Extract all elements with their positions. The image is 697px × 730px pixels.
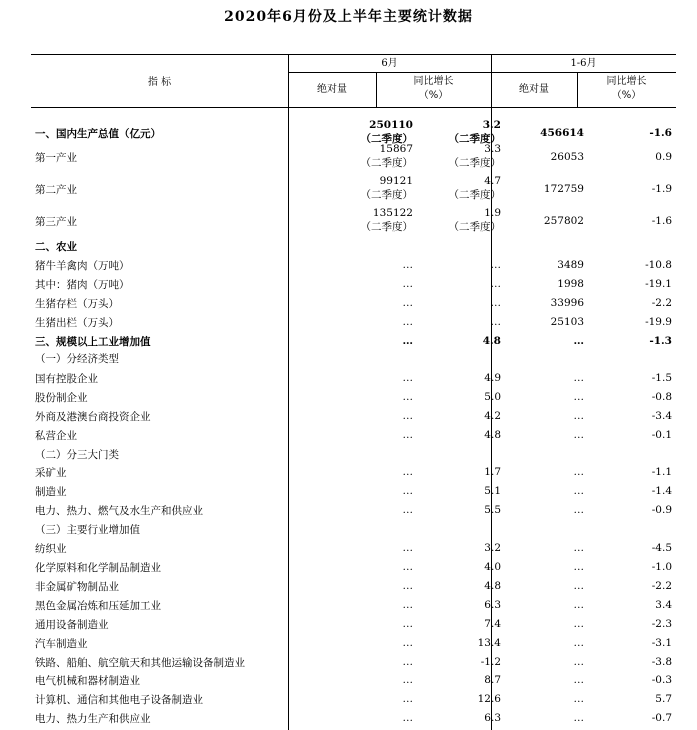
cell-value: 4.2 <box>484 410 501 422</box>
cell-value: 4.7 <box>484 175 501 187</box>
cell-value: 8.7 <box>484 674 501 686</box>
cell-c3 <box>574 617 585 631</box>
cell-value: … <box>402 297 413 309</box>
cell-value: 250110 <box>369 119 413 131</box>
cell-c3 <box>551 296 584 310</box>
cell-c4 <box>652 655 672 669</box>
cell-value: … <box>490 316 501 328</box>
cell-value: … <box>402 674 413 686</box>
cell-value: … <box>573 580 584 592</box>
row-label: 国有控股企业 <box>35 373 98 385</box>
row-label: （三）主要行业增加值 <box>35 524 140 536</box>
header-june-yoy: 同比增长 （%） <box>413 76 454 101</box>
cell-value: 6.3 <box>484 712 501 724</box>
cell-c2 <box>449 206 502 234</box>
cell-c4 <box>649 334 672 348</box>
cell-value: 33996 <box>550 297 584 309</box>
cell-c2 <box>478 692 501 706</box>
cell-c4 <box>645 277 672 291</box>
row-label: 铁路、船舶、航空航天和其他运输设备制造业 <box>35 657 245 669</box>
cell-value: 135122 <box>372 207 413 219</box>
cell-value: … <box>573 599 584 611</box>
cell-c1 <box>403 503 414 517</box>
cell-c4 <box>652 673 672 687</box>
cell-c3 <box>544 182 584 196</box>
cell-value: … <box>402 429 413 441</box>
cell-value: -10.8 <box>645 259 672 271</box>
cell-value: -1.2 <box>480 656 501 668</box>
cell-note: （二季度） <box>448 221 501 233</box>
cell-c4 <box>652 182 672 196</box>
cell-value: … <box>573 561 584 573</box>
cell-c1 <box>361 206 414 234</box>
cell-c3 <box>551 150 584 164</box>
cell-c2 <box>484 579 501 593</box>
cell-c2 <box>449 174 502 202</box>
header-h1-abs: 绝对量 <box>519 84 549 95</box>
cell-value: -1.6 <box>651 215 672 227</box>
cell-c3 <box>574 711 585 725</box>
cell-value: -19.1 <box>645 278 672 290</box>
row-label: 股份制企业 <box>35 392 88 404</box>
cell-value: 4.8 <box>482 335 501 347</box>
cell-c2 <box>484 598 501 612</box>
cell-value: -1.1 <box>651 466 672 478</box>
row-label: 电力、热力生产和供应业 <box>35 713 151 725</box>
cell-value: 3.3 <box>484 143 501 155</box>
cell-c4 <box>652 296 672 310</box>
cell-c4 <box>652 541 672 555</box>
cell-c1 <box>403 598 414 612</box>
cell-value: … <box>573 656 584 668</box>
cell-c1 <box>403 334 414 348</box>
cell-c1 <box>403 636 414 650</box>
cell-c1 <box>403 484 414 498</box>
cell-c2 <box>484 673 501 687</box>
cell-value: 1998 <box>557 278 584 290</box>
cell-value: -3.1 <box>651 637 672 649</box>
cell-c3 <box>574 579 585 593</box>
cell-c4 <box>655 598 672 612</box>
cell-c1 <box>403 673 414 687</box>
row-label: 外商及港澳台商投资企业 <box>35 411 151 423</box>
cell-value: 257802 <box>543 215 584 227</box>
cell-c2 <box>483 334 501 348</box>
cell-value: … <box>402 335 413 347</box>
cell-c3 <box>574 484 585 498</box>
cell-c3 <box>574 655 585 669</box>
cell-value: … <box>402 693 413 705</box>
row-label: 其中：猪肉（万吨） <box>35 279 130 291</box>
cell-value: … <box>573 504 584 516</box>
cell-value: 5.0 <box>484 391 501 403</box>
cell-c1 <box>403 315 414 329</box>
cell-value: -0.8 <box>651 391 672 403</box>
cell-c4 <box>652 617 672 631</box>
cell-value: 4.8 <box>484 429 501 441</box>
cell-c4 <box>652 371 672 385</box>
cell-value: … <box>402 504 413 516</box>
cell-c4 <box>652 465 672 479</box>
cell-value: … <box>402 410 413 422</box>
cell-value: … <box>573 335 584 347</box>
cell-value: … <box>573 372 584 384</box>
row-label: 私营企业 <box>35 430 77 442</box>
cell-c1 <box>403 296 414 310</box>
row-label: （二）分三大门类 <box>35 449 119 461</box>
cell-value: … <box>573 712 584 724</box>
cell-value: 172759 <box>543 183 584 195</box>
cell-value: -1.0 <box>651 561 672 573</box>
header-june: 6月 <box>381 58 398 69</box>
cell-c4 <box>652 390 672 404</box>
row-label: 计算机、通信和其他电子设备制造业 <box>35 694 203 706</box>
row-label: 通用设备制造业 <box>35 619 109 631</box>
cell-c2 <box>491 315 502 329</box>
cell-value: -0.9 <box>651 504 672 516</box>
cell-c4 <box>645 315 672 329</box>
cell-value: -1.6 <box>649 127 672 139</box>
header-june-abs: 绝对量 <box>317 84 347 95</box>
cell-c2 <box>484 503 501 517</box>
cell-value: -3.4 <box>651 410 672 422</box>
cell-value: 7.4 <box>484 618 501 630</box>
cell-c3 <box>574 673 585 687</box>
cell-value: … <box>402 372 413 384</box>
cell-value: 4.8 <box>484 580 501 592</box>
cell-value: -0.7 <box>651 712 672 724</box>
cell-c1 <box>403 692 414 706</box>
cell-c3 <box>574 371 585 385</box>
cell-c2 <box>491 258 502 272</box>
cell-c2 <box>484 484 501 498</box>
row-label: 采矿业 <box>35 467 67 479</box>
cell-c1 <box>403 560 414 574</box>
cell-value: … <box>402 637 413 649</box>
cell-c2 <box>484 465 501 479</box>
cell-c4 <box>655 150 672 164</box>
cell-c1 <box>361 142 414 170</box>
page-title: 2020年6月份及上半年主要统计数据 <box>224 9 473 25</box>
cell-value: 99121 <box>379 175 413 187</box>
cell-c3 <box>551 315 584 329</box>
cell-c2 <box>484 541 501 555</box>
cell-value: … <box>573 410 584 422</box>
cell-note: （二季度） <box>448 157 501 169</box>
cell-value: 3489 <box>557 259 584 271</box>
cell-value: 3.2 <box>482 119 501 131</box>
cell-value: … <box>490 278 501 290</box>
cell-value: … <box>490 259 501 271</box>
cell-value: … <box>573 485 584 497</box>
cell-value: … <box>573 391 584 403</box>
cell-value: 26053 <box>550 151 584 163</box>
cell-c3 <box>544 214 584 228</box>
row-label: 汽车制造业 <box>35 638 88 650</box>
cell-value: 4.0 <box>484 561 501 573</box>
cell-value: 5.7 <box>655 693 672 705</box>
cell-value: 25103 <box>550 316 584 328</box>
cell-c3 <box>574 560 585 574</box>
cell-note: （二季度） <box>448 189 501 201</box>
cell-value: 6.3 <box>484 599 501 611</box>
cell-c3 <box>574 598 585 612</box>
cell-c3 <box>540 126 584 140</box>
cell-value: -4.5 <box>651 542 672 554</box>
cell-c4 <box>652 503 672 517</box>
cell-value: -0.1 <box>651 429 672 441</box>
cell-value: -2.3 <box>651 618 672 630</box>
row-label: 第二产业 <box>35 184 77 196</box>
cell-value: 5.1 <box>484 485 501 497</box>
cell-value: … <box>573 466 584 478</box>
cell-c4 <box>652 428 672 442</box>
cell-c1 <box>403 711 414 725</box>
cell-c4 <box>652 579 672 593</box>
cell-note: （二季度） <box>360 133 413 145</box>
cell-value: … <box>402 259 413 271</box>
header-mid-rule <box>288 72 676 73</box>
cell-note: （二季度） <box>360 221 413 233</box>
row-label: 猪牛羊禽肉（万吨） <box>35 260 130 272</box>
cell-value: … <box>573 674 584 686</box>
cell-c3 <box>574 692 585 706</box>
cell-value: 3.4 <box>655 599 672 611</box>
cell-value: … <box>573 429 584 441</box>
row-label: 化学原料和化学制品制造业 <box>35 562 161 574</box>
cell-note: （二季度） <box>448 133 501 145</box>
cell-c2 <box>478 636 501 650</box>
cell-value: 5.5 <box>484 504 501 516</box>
cell-c2 <box>484 428 501 442</box>
cell-c2 <box>484 371 501 385</box>
cell-c2 <box>484 390 501 404</box>
cell-c1 <box>403 617 414 631</box>
cell-c4 <box>645 258 672 272</box>
cell-c4 <box>655 692 672 706</box>
cell-value: -3.8 <box>651 656 672 668</box>
row-label: 纺织业 <box>35 543 67 555</box>
cell-c3 <box>574 390 585 404</box>
row-label: 生猪出栏（万头） <box>35 317 119 329</box>
cell-value: 13.4 <box>477 637 501 649</box>
cell-c2 <box>491 277 502 291</box>
cell-value: 12.6 <box>477 693 501 705</box>
cell-c4 <box>652 711 672 725</box>
cell-value: … <box>402 391 413 403</box>
cell-value: 3.2 <box>484 542 501 554</box>
cell-value: -1.5 <box>651 372 672 384</box>
cell-value: … <box>402 466 413 478</box>
row-label: 黑色金属冶炼和压延加工业 <box>35 600 161 612</box>
row-label: 第三产业 <box>35 216 77 228</box>
cell-c1 <box>403 409 414 423</box>
cell-c2 <box>484 409 501 423</box>
cell-value: … <box>402 278 413 290</box>
cell-value: -2.2 <box>651 297 672 309</box>
cell-note: （二季度） <box>360 157 413 169</box>
cell-value: … <box>573 618 584 630</box>
row-label: 制造业 <box>35 486 67 498</box>
row-label: 一、国内生产总值（亿元） <box>35 128 161 140</box>
cell-value: 456614 <box>540 127 584 139</box>
cell-c1 <box>403 258 414 272</box>
cell-c4 <box>652 484 672 498</box>
table-top-rule <box>31 54 676 55</box>
cell-c4 <box>652 636 672 650</box>
cell-c4 <box>652 409 672 423</box>
cell-value: … <box>573 542 584 554</box>
cell-value: -19.9 <box>645 316 672 328</box>
cell-value: … <box>402 656 413 668</box>
cell-c3 <box>574 636 585 650</box>
cell-c1 <box>403 465 414 479</box>
cell-c3 <box>574 503 585 517</box>
cell-c3 <box>574 409 585 423</box>
cell-c3 <box>574 334 585 348</box>
cell-c2 <box>484 617 501 631</box>
cell-value: … <box>573 637 584 649</box>
row-label: 三、规模以上工业增加值 <box>35 336 151 348</box>
header-indicator: 指 标 <box>147 77 172 88</box>
cell-c4 <box>652 214 672 228</box>
cell-value: -2.2 <box>651 580 672 592</box>
cell-value: -1.9 <box>651 183 672 195</box>
row-label: （一）分经济类型 <box>35 353 119 365</box>
col-divider-1 <box>288 54 289 730</box>
cell-c3 <box>574 428 585 442</box>
cell-value: … <box>402 599 413 611</box>
cell-c1 <box>403 277 414 291</box>
cell-value: … <box>490 297 501 309</box>
cell-c1 <box>403 428 414 442</box>
cell-c2 <box>491 296 502 310</box>
cell-value: … <box>402 485 413 497</box>
cell-note: （二季度） <box>360 189 413 201</box>
row-label: 第一产业 <box>35 152 77 164</box>
cell-c2 <box>484 711 501 725</box>
cell-value: … <box>402 712 413 724</box>
cell-c1 <box>403 655 414 669</box>
row-label: 电气机械和器材制造业 <box>35 675 140 687</box>
cell-value: … <box>402 542 413 554</box>
cell-value: -1.4 <box>651 485 672 497</box>
cell-c1 <box>361 174 414 202</box>
row-label: 电力、热力、燃气及水生产和供应业 <box>35 505 203 517</box>
row-label: 非金属矿物制品业 <box>35 581 119 593</box>
cell-value: 0.9 <box>655 151 672 163</box>
cell-c1 <box>403 390 414 404</box>
cell-value: … <box>402 618 413 630</box>
cell-value: … <box>402 561 413 573</box>
row-label: 生猪存栏（万头） <box>35 298 119 310</box>
cell-c2 <box>484 560 501 574</box>
row-label: 二、农业 <box>35 241 77 253</box>
header-h1-yoy: 同比增长 （%） <box>606 76 647 101</box>
cell-c3 <box>557 258 584 272</box>
header-h1: 1-6月 <box>570 58 597 69</box>
cell-c2 <box>449 142 502 170</box>
cell-c3 <box>574 465 585 479</box>
cell-c3 <box>574 541 585 555</box>
cell-value: 1.7 <box>484 466 501 478</box>
cell-value: 1.9 <box>484 207 501 219</box>
cell-value: -0.3 <box>651 674 672 686</box>
cell-value: 15867 <box>379 143 413 155</box>
cell-value: -1.3 <box>649 335 672 347</box>
cell-value: … <box>402 580 413 592</box>
cell-c1 <box>403 579 414 593</box>
cell-c1 <box>403 541 414 555</box>
cell-c4 <box>649 126 672 140</box>
cell-c3 <box>557 277 584 291</box>
cell-value: … <box>573 693 584 705</box>
cell-c1 <box>403 371 414 385</box>
cell-c2 <box>481 655 501 669</box>
cell-c4 <box>652 560 672 574</box>
cell-value: … <box>402 316 413 328</box>
cell-value: 4.9 <box>484 372 501 384</box>
header-bottom-rule <box>31 107 676 108</box>
